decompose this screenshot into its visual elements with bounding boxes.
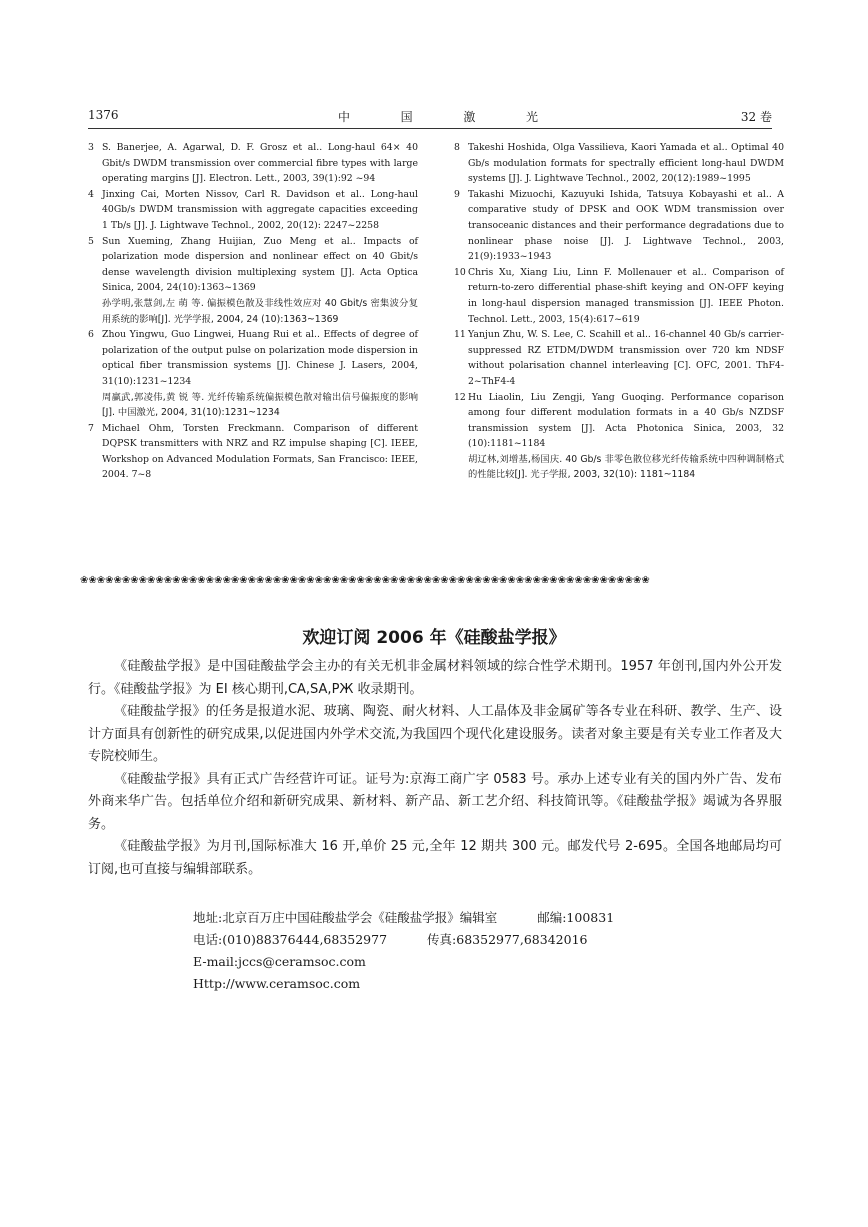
reference-number: 9	[454, 188, 460, 200]
reference-item	[454, 327, 784, 389]
reference-number: 7	[88, 422, 94, 434]
reference-number: 6	[88, 329, 94, 341]
reference-text-chinese: 孙学明,张慧剑,左 萌 等. 偏振模色散及非线性效应对 40 Gbit/s 密集波分复用系统的影响[J]. 光学学报, 2004, 24 (10):1363~1369	[102, 297, 418, 325]
reference-item	[88, 234, 418, 328]
page-number: 1376	[88, 108, 119, 122]
reference-text: Sun Xueming, Zhang Huijian, Zuo Meng et al.. Impacts of polarization mode dispersion and nonlinear effect on 40 Gbit/s dense wavelength division multiplexing system [J]. Acta Optica Sinica, 2004, 24(10):1363~1369	[102, 235, 418, 294]
journal-title	[338, 108, 538, 125]
address-line	[193, 907, 713, 929]
ad-paragraph: 《硅酸盐学报》是中国硅酸盐学会主办的有关无机非金属材料领域的综合性学术期刊。1957 年创刊,国内外公开发行。《硅酸盐学报》为 EI 核心期刊,CA,SA,РЖ 收录期刊。	[88, 659, 782, 697]
reference-text: Hu Liaolin, Liu Zengji, Yang Guoqing. Performance coparison among four different modulation formats in a 40 Gb/s NZDSF transmission system [J]. Acta Photonica Sinica, 2003, 32 (10):1181~1184	[468, 391, 784, 450]
ad-paragraph: 《硅酸盐学报》的任务是报道水泥、玻璃、陶瓷、耐火材料、人工晶体及非金属矿等各专业在科研、教学、生产、设计方面具有创新性的研究成果,以促进国内外学术交流,为我国四个现代化建设服务。读者对象主要是有关专业工作者及大专院校师生。	[88, 704, 782, 764]
reference-item	[88, 140, 418, 187]
fax-text: 传真:68352977,68342016	[427, 932, 588, 947]
volume-label: 32 卷	[740, 110, 772, 124]
reference-text: Takeshi Hoshida, Olga Vassilieva, Kaori Yamada et al.. Optimal 40 Gb/s modulation formats for spectrally efficient long-haul DWDM systems [J]. J. Lightwave Technol., 2002, 20(12):1989~1995	[468, 142, 784, 185]
reference-number: 8	[454, 142, 460, 153]
reference-item	[454, 265, 784, 327]
reference-text-chinese: 周赢武,郭凌伟,黄 锐 等. 光纤传输系统偏振模色散对输出信号偏振度的影响[J]. 中国激光, 2004, 31(10):1231~1234	[102, 391, 418, 419]
reference-text: Zhou Yingwu, Guo Lingwei, Huang Rui et al.. Effects of degree of polarization of the output pulse on polarization mode dispersion in optical fiber transmission systems [J]. Chinese J. Lasers, 2004, 31(10):1231~1234	[102, 329, 418, 387]
phone-text: 电话:(010)88376444,68352977	[193, 932, 388, 947]
advertisement-body	[88, 656, 782, 881]
reference-text-chinese: 胡辽林,刘增基,杨国庆. 40 Gb/s 非零色散位移光纤传输系统中四种调制格式的性能比较[J]. 光子学报, 2003, 32(10): 1181~1184	[468, 453, 784, 481]
references-right-column	[454, 140, 784, 483]
reference-item	[88, 187, 418, 234]
reference-text: Takashi Mizuochi, Kazuyuki Ishida, Tatsuya Kobayashi et al.. A comparative study of DPSK and OOK WDM transmission over transoceanic distances and their performance degradations due to nonlinear phase noise [J]. J. Lightwave Technol., 2003, 21(9):1933~1943	[468, 188, 784, 263]
advertisement-title: 欢迎订阅 2006 年《硅酸盐学报》	[302, 628, 566, 648]
reference-item	[454, 187, 784, 265]
reference-text: Chris Xu, Xiang Liu, Linn F. Mollenauer et al.. Comparison of return-to-zero differential phase-shift keying and ON-OFF keying in long-haul dispersion managed transmission [J]. IEEE Photon. Technol. Lett., 2003, 15(4):617~619	[468, 266, 784, 325]
journal-title-char: 中	[338, 110, 351, 124]
journal-title-char: 国	[400, 110, 413, 124]
reference-text: S. Banerjee, A. Agarwal, D. F. Grosz et al.. Long-haul 64× 40 Gbit/s DWDM transmission over commercial fibre types with large operating margins [J]. Electron. Lett., 2003, 39(1):92 ~94	[102, 142, 418, 185]
journal-title-char: 光	[525, 110, 538, 124]
references-left-column	[88, 140, 418, 483]
reference-item	[454, 140, 784, 187]
reference-number: 10	[454, 266, 466, 278]
ad-paragraph: 《硅酸盐学报》具有正式广告经营许可证。证号为:京海工商广字 0583 号。承办上述专业有关的国内外广告、发布外商来华广告。包括单位介绍和新研究成果、新材料、新产品、新工艺介绍、科技简讯等。《硅酸盐学报》竭诚为各界服务。	[88, 771, 782, 832]
contact-info	[193, 907, 713, 995]
reference-text: Jinxing Cai, Morten Nissov, Carl R. Davidson et al.. Long-haul 40Gb/s DWDM transmission with aggregate capacities exceeding 1 Tb/s [J]. J. Lightwave Technol., 2002, 20(12): 2247~2258	[102, 188, 418, 231]
reference-number: 11	[454, 329, 466, 341]
reference-text: Michael Ohm, Torsten Freckmann. Comparison of different DQPSK transmitters with NRZ and RZ impulse shaping [C]. IEEE, Workshop on Advanced Modulation Formats, San Francisco: IEEE, 2004. 7~8	[102, 422, 418, 481]
decorative-divider: ❀❀❀❀❀❀❀❀❀❀❀❀❀❀❀❀❀❀❀❀❀❀❀❀❀❀❀❀❀❀❀❀❀❀❀❀❀❀❀❀❀❀❀❀❀❀❀❀❀❀❀❀❀❀❀❀❀❀❀❀❀❀❀❀❀❀❀❀	[80, 575, 650, 586]
reference-text: Yanjun Zhu, W. S. Lee, C. Scahill et al.. 16-channel 40 Gb/s carrier-suppressed RZ ETDM/DWDM transmission over 720 km NDSF without polarisation channel interleaving [C]. OFC, 2001. ThF4-2~ThF4-4	[468, 329, 784, 387]
reference-item	[88, 327, 418, 421]
reference-number: 12	[454, 391, 466, 403]
ad-paragraph: 《硅酸盐学报》为月刊,国际标准大 16 开,单价 25 元,全年 12 期共 300 元。邮发代号 2-695。全国各地邮局均可订阅,也可直接与编辑部联系。	[88, 839, 782, 877]
postcode-text: 邮编:100831	[537, 910, 615, 925]
reference-number: 5	[88, 235, 94, 247]
reference-number: 4	[88, 188, 94, 200]
reference-item	[454, 390, 784, 484]
phone-line	[193, 929, 713, 951]
journal-title-char: 激	[463, 110, 476, 124]
website-link[interactable]: Http://www.ceramsoc.com	[193, 976, 361, 991]
address-text: 地址:北京百万庄中国硅酸盐学会《硅酸盐学报》编辑室	[193, 910, 498, 925]
email-link[interactable]: E-mail:jccs@ceramsoc.com	[193, 954, 366, 969]
reference-number: 3	[88, 142, 94, 153]
running-header	[88, 108, 772, 126]
reference-item	[88, 421, 418, 483]
header-rule	[88, 128, 772, 129]
